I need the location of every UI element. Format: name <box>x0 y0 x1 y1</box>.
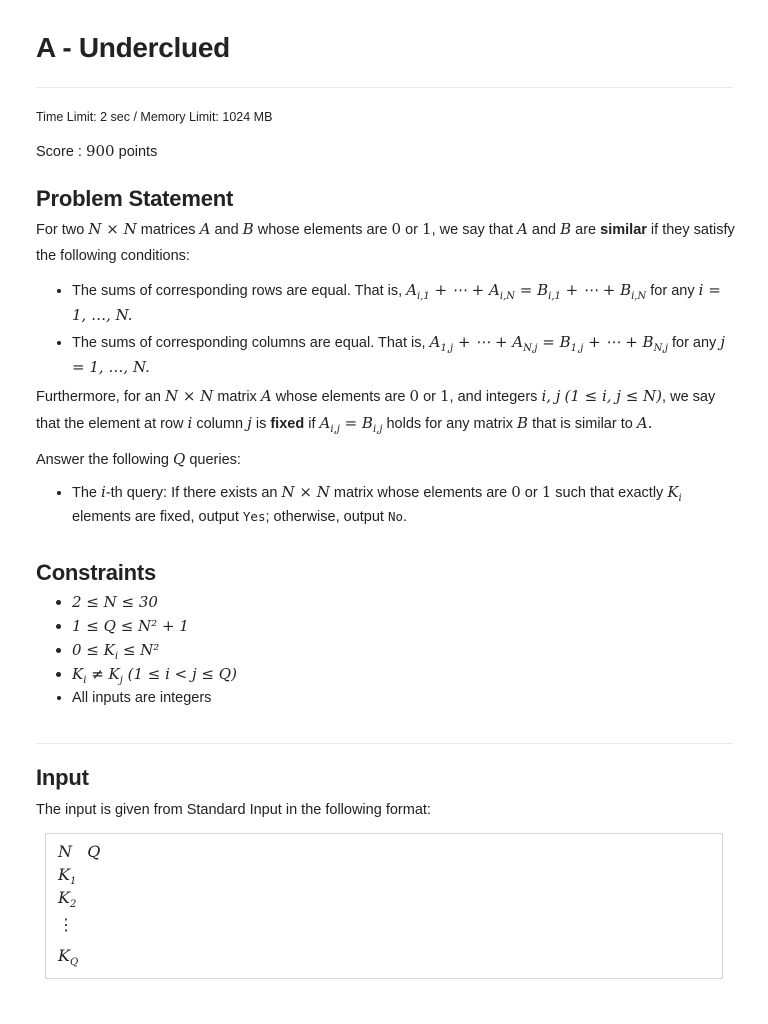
problem-title: A - Underclued <box>36 32 230 63</box>
score-line <box>36 142 157 160</box>
constraints-heading: Constraints <box>36 560 157 585</box>
format-vertical-ellipsis: ⋮ <box>58 915 74 934</box>
problem-paragraph-3: Answer the following Q queries: <box>36 450 241 468</box>
format-line-k2: $K_2$ <box>58 888 77 911</box>
title-divider <box>36 87 733 88</box>
constraint-k-distinct: • $K_i \ne K_j$ (1 ≤ i < j ≤ Q) <box>72 662 237 686</box>
input-heading: Input <box>36 765 89 790</box>
score-value: 900 <box>85 142 115 160</box>
format-line-n-q: N Q <box>58 842 101 861</box>
constraints-list <box>54 590 237 710</box>
output-yes: Yes <box>242 509 266 524</box>
score-suffix: points <box>114 144 158 160</box>
section-divider <box>36 743 733 744</box>
time-memory-limit: Time Limit: 2 sec / Memory Limit: 1024 MB <box>36 110 273 124</box>
input-format-box <box>45 833 723 979</box>
condition-rows: • The sums of corresponding rows are equal. That is, $A_{i,1}$ + ⋯ + $A_{i,N} = B_{i,1}$ + ⋯ + $B_{i,N}$ for any i = 1, …, N. <box>72 278 732 328</box>
format-line-kq: $K_Q$ <box>58 946 79 969</box>
math-row-sums: $A_{i,1}$ + ⋯ + $A_{i,N} = B_{i,1}$ + ⋯ + $B_{i,N}$ <box>406 281 647 302</box>
query-description: • The i-th query: If there exists an N × N matrix whose elements are 0 or 1 such that exactly $K_i$ elements are fixed, output Yes; otherwise, output No. <box>72 480 732 529</box>
constraint-k-range: • $0 \le K_i \le N^2$ <box>72 638 237 662</box>
constraint-n: • 2 ≤ N ≤ 30 <box>72 590 237 614</box>
problem-paragraph-2: Furthermore, for an N × N matrix A whose elements are 0 or 1, and integers i, j (1 ≤ i, j ≤ N), we say that the element at row i column j is fixed if $A_{i,j} = B_{i,j}$ holds for any matrix B that is similar to A. <box>36 387 716 435</box>
term-similar: similar <box>600 222 647 238</box>
query-list <box>54 480 732 530</box>
term-fixed: fixed <box>270 416 305 432</box>
format-line-k1: $K_1$ <box>58 865 77 888</box>
math-fixed-condition: $A_{i,j} = B_{i,j}$ <box>319 414 383 435</box>
similarity-conditions <box>54 278 732 381</box>
math-k-i: $K_i$ <box>667 483 682 504</box>
score-prefix: Score : <box>36 144 86 160</box>
input-description: The input is given from Standard Input in the following format: <box>36 802 431 818</box>
math-column-sums: $A_{1,j}$ + ⋯ + $A_{N,j} = B_{1,j}$ + ⋯ + $B_{N,j}$ <box>429 333 668 354</box>
problem-statement-heading: Problem Statement <box>36 186 234 211</box>
output-no: No <box>387 509 404 524</box>
constraint-q: • 1 ≤ Q ≤ N² + 1 <box>72 614 237 638</box>
constraint-integers: • All inputs are integers <box>72 686 237 710</box>
condition-columns: • The sums of corresponding columns are equal. That is, $A_{1,j}$ + ⋯ + $A_{N,j} = B_{1,j}$ + ⋯ + $B_{N,j}$ for any j = 1, …, N. <box>72 330 732 380</box>
problem-paragraph-1: For two N × N matrices A and B whose elements are 0 or 1, we say that A and B are similar if they satisfy the following conditions: <box>36 220 735 264</box>
